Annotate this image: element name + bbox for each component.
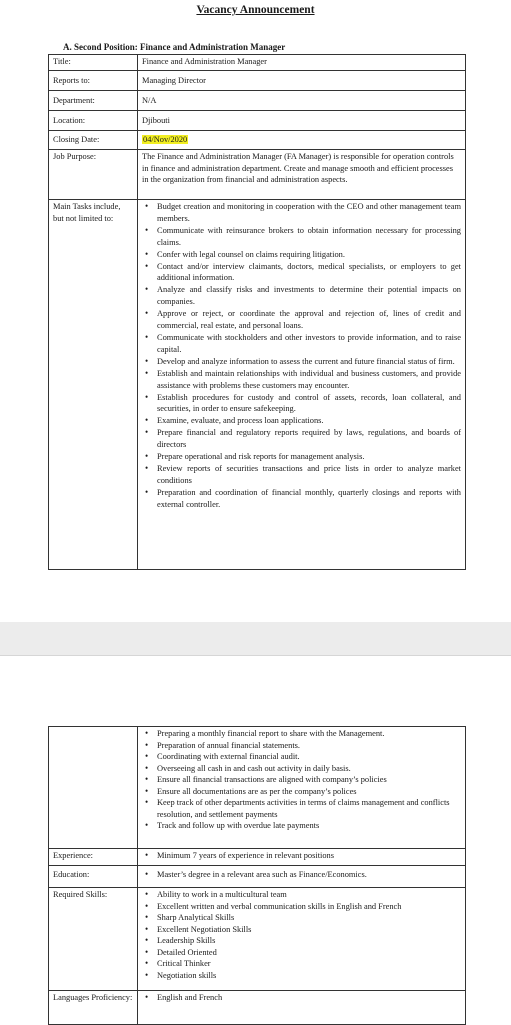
continued-tasks-cell bbox=[138, 727, 466, 849]
reports-to-label: Reports to: bbox=[49, 71, 138, 91]
list-item: • Examine, evaluate, and process loan applications. bbox=[142, 415, 461, 427]
list-item: • Minimum 7 years of experience in relevant positions bbox=[142, 850, 461, 862]
section-title: A. Second Position: Finance and Administration Manager bbox=[63, 42, 286, 52]
list-item: • Critical Thinker bbox=[142, 958, 461, 970]
title-value: Finance and Administration Manager bbox=[138, 55, 466, 71]
list-item: • Detailed Oriented bbox=[142, 947, 461, 959]
list-item: • Keep track of other departments activities in terms of claims management and conflicts resolution, and settlement payments bbox=[142, 797, 461, 820]
page-2 bbox=[0, 656, 511, 1023]
list-item: • Master’s degree in a relevant area such as Finance/Economics. bbox=[142, 869, 461, 881]
required-skills-list bbox=[142, 889, 461, 981]
list-item: • Ensure all financial transactions are aligned with company’s policies bbox=[142, 774, 461, 786]
table-row bbox=[49, 200, 466, 570]
requirements-table bbox=[48, 726, 466, 1025]
location-label: Location: bbox=[49, 111, 138, 131]
title-label: Title: bbox=[49, 55, 138, 71]
list-item: • Review reports of securities transactions and price lists in order to analyze market conditions bbox=[142, 463, 461, 487]
table-row bbox=[49, 71, 466, 91]
department-value: N/A bbox=[138, 91, 466, 111]
job-purpose-value: The Finance and Administration Manager (FA Manager) is responsible for operation controls in finance and administration department. Create and manage smooth and efficient processes in the organization from financial and administration aspects. bbox=[138, 150, 466, 200]
table-row bbox=[49, 150, 466, 200]
list-item: • Establish and maintain relationships with individual and business customers, and provide assistance with problems these customers may encounter. bbox=[142, 368, 461, 392]
table-row bbox=[49, 55, 466, 71]
table-row bbox=[49, 849, 466, 866]
list-item: • Leadership Skills bbox=[142, 935, 461, 947]
list-item: • Excellent written and verbal communication skills in English and French bbox=[142, 901, 461, 913]
table-row bbox=[49, 111, 466, 131]
list-item: • Budget creation and monitoring in cooperation with the CEO and other management team members. bbox=[142, 201, 461, 225]
list-item: • Overseeing all cash in and cash out activity in daily basis. bbox=[142, 763, 461, 775]
department-label: Department: bbox=[49, 91, 138, 111]
required-skills-cell bbox=[138, 888, 466, 991]
main-tasks-label: Main Tasks include, but not limited to: bbox=[49, 200, 138, 570]
continued-tasks-label-cell bbox=[49, 727, 138, 849]
closing-date-label: Closing Date: bbox=[49, 131, 138, 150]
continued-tasks-list bbox=[142, 728, 461, 832]
page-gap bbox=[0, 622, 511, 656]
job-purpose-label: Job Purpose: bbox=[49, 150, 138, 200]
closing-date-value: 04/Nov/2020 bbox=[143, 135, 188, 144]
education-cell bbox=[138, 866, 466, 888]
languages-list bbox=[142, 992, 461, 1004]
list-item: • Ability to work in a multicultural team bbox=[142, 889, 461, 901]
list-item: • Negotiation skills bbox=[142, 970, 461, 982]
list-item: • Ensure all documentations are as per the company’s polices bbox=[142, 786, 461, 798]
education-list bbox=[142, 869, 461, 881]
list-item: • Prepare operational and risk reports for management analysis. bbox=[142, 451, 461, 463]
location-value: Djibouti bbox=[138, 111, 466, 131]
table-row bbox=[49, 91, 466, 111]
list-item: • Establish procedures for custody and control of assets, records, loan collateral, and securities, in order to ensure safekeeping. bbox=[142, 392, 461, 416]
list-item: • Confer with legal counsel on claims requiring litigation. bbox=[142, 249, 461, 261]
position-details-table bbox=[48, 54, 466, 570]
list-item: • Preparing a monthly financial report to share with the Management. bbox=[142, 728, 461, 740]
reports-to-value: Managing Director bbox=[138, 71, 466, 91]
list-item: • Track and follow up with overdue late payments bbox=[142, 820, 461, 832]
list-item: • Communicate with reinsurance brokers to obtain information necessary for processing claims. bbox=[142, 225, 461, 249]
table-row bbox=[49, 131, 466, 150]
languages-cell bbox=[138, 991, 466, 1025]
closing-date-cell bbox=[138, 131, 466, 150]
table-row bbox=[49, 991, 466, 1025]
experience-cell bbox=[138, 849, 466, 866]
list-item: • Prepare financial and regulatory reports required by laws, regulations, and boards of directors bbox=[142, 427, 461, 451]
list-item: • Preparation of annual financial statements. bbox=[142, 740, 461, 752]
list-item: • Communicate with stockholders and other investors to provide information, and to raise capital. bbox=[142, 332, 461, 356]
list-item: • Preparation and coordination of financial monthly, quarterly closings and reports with external controller. bbox=[142, 487, 461, 511]
list-item: • Analyze and classify risks and investments to determine their potential impacts on companies. bbox=[142, 284, 461, 308]
experience-label: Experience: bbox=[49, 849, 138, 866]
languages-label: Languages Proficiency: bbox=[49, 991, 138, 1025]
table-row bbox=[49, 727, 466, 849]
list-item: • Approve or reject, or coordinate the approval and rejection of, lines of credit and commercial, real estate, and personal loans. bbox=[142, 308, 461, 332]
main-tasks-cell bbox=[138, 200, 466, 570]
list-item: • Sharp Analytical Skills bbox=[142, 912, 461, 924]
list-item: • English and French bbox=[142, 992, 461, 1004]
education-label: Education: bbox=[49, 866, 138, 888]
required-skills-label: Required Skills: bbox=[49, 888, 138, 991]
table-row bbox=[49, 888, 466, 991]
table-row bbox=[49, 866, 466, 888]
list-item: • Contact and/or interview claimants, doctors, medical specialists, or employers to get additional information. bbox=[142, 261, 461, 285]
main-tasks-list bbox=[142, 201, 461, 511]
list-item: • Develop and analyze information to assess the current and future financial status of firm. bbox=[142, 356, 461, 368]
list-item: • Coordinating with external financial audit. bbox=[142, 751, 461, 763]
document-title: Vacancy Announcement bbox=[196, 4, 315, 16]
experience-list bbox=[142, 850, 461, 862]
list-item: • Excellent Negotiation Skills bbox=[142, 924, 461, 936]
